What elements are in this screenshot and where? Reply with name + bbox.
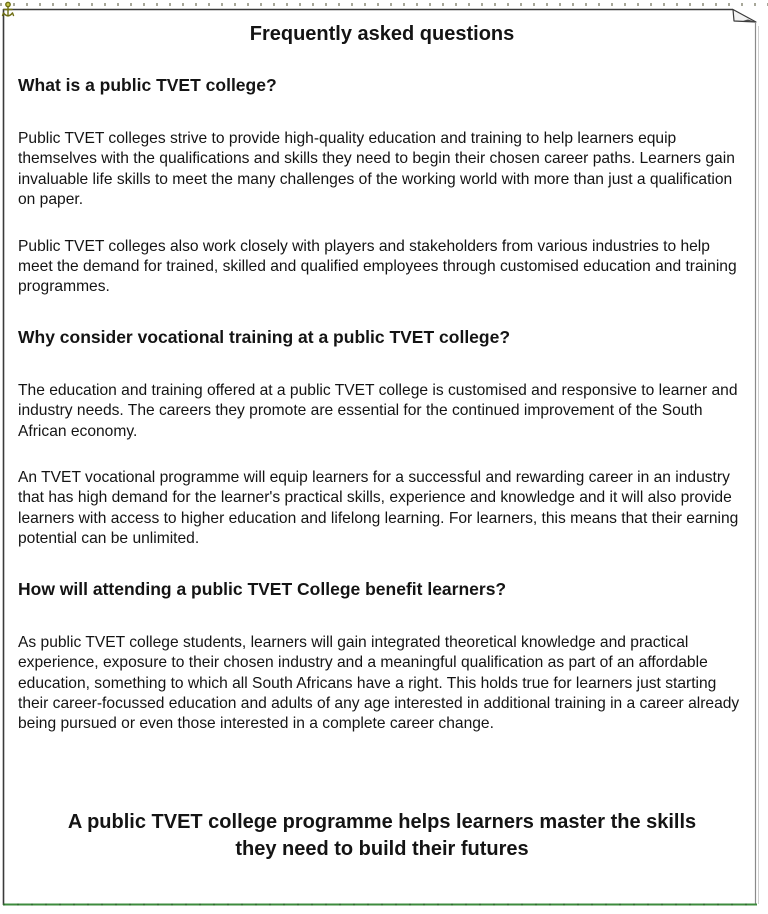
faq-section-what-is-tvet <box>18 75 746 298</box>
faq-page <box>18 12 746 863</box>
faq-question-heading: What is a public TVET college? <box>18 75 277 95</box>
faq-answer-paragraph: Public TVET colleges strive to provide high-quality education and training to help learners equip themselves with the qualifications and skills they need to begin their chosen career paths. Learners gain invaluable life skills to meet the many challenges of the working world with more than just a qualification on paper. <box>18 130 735 209</box>
faq-section-benefits <box>18 579 746 735</box>
faq-answer-paragraph: As public TVET college students, learners will gain integrated theoretical knowledge and practical experience, exposure to their chosen industry and a meaningful qualification as part of an affordable education, something to which all South Africans have a right. This holds true for learners just starting their career-focussed education and adults of any age interested in additional training in a career already being pursued or even those interested in a complete career change. <box>18 633 740 733</box>
faq-answer-paragraph: An TVET vocational programme will equip learners for a successful and rewarding career in an industry that has high demand for the learner's practical skills, experience and knowledge and it will also provide learners with access to higher education and lifelong learning. For learners, this means that their earning potential can be unlimited. <box>18 469 739 548</box>
page-title: Frequently asked questions <box>249 23 515 45</box>
faq-question-heading: How will attending a public TVET College benefit learners? <box>18 578 507 599</box>
footer-statement: A public TVET college programme helps learners master the skills they need to build their futures <box>67 810 697 860</box>
faq-section-why-consider <box>18 327 746 550</box>
faq-answer-paragraph: The education and training offered at a public TVET college is customised and responsive to learner and industry needs. The careers they promote are essential for the continued improvement of the South African economy. <box>18 381 738 440</box>
faq-question-heading: Why consider vocational training at a public TVET college? <box>18 326 511 347</box>
faq-answer-paragraph: Public TVET colleges also work closely with players and stakeholders from various industries to help meet the demand for trained, skilled and qualified employees through customised education and training programmes. <box>18 237 737 296</box>
anchor-icon[interactable] <box>3 2 14 16</box>
